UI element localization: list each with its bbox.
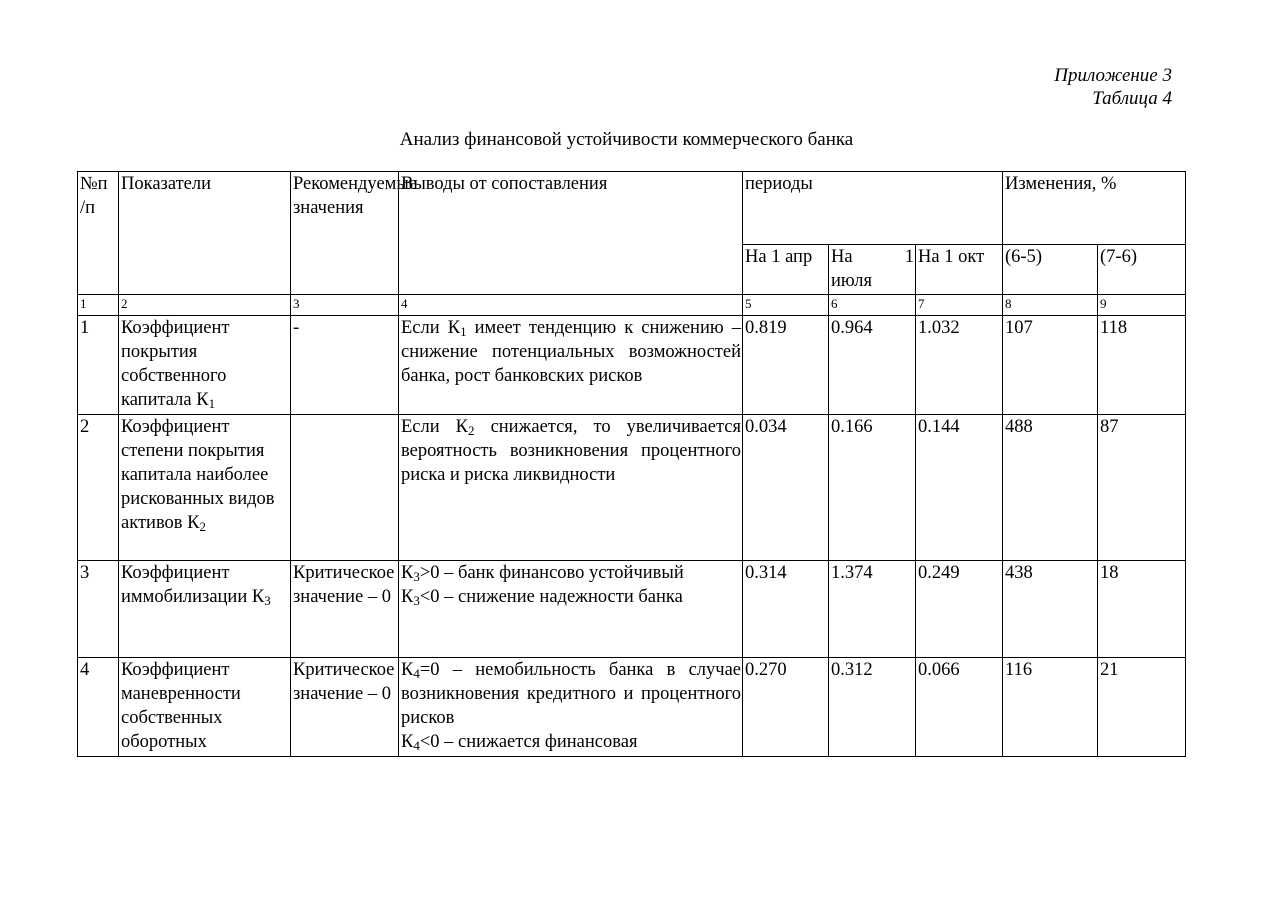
value-oct: 0.066 (916, 658, 1003, 757)
change-1: 488 (1003, 415, 1098, 561)
conclusion-text: <0 – снижается финансовая (419, 732, 638, 752)
value-jul: 0.166 (829, 415, 916, 561)
indicator-sub: 2 (199, 519, 206, 534)
conclusion-text: =0 – немобильность банка в случае возникновения кредитного и процентного рисков (401, 660, 741, 728)
row-indicator (119, 415, 291, 561)
indicator-text: Коэффициент маневренности собственных оборотных (121, 660, 241, 752)
subheader-change-1: (6-5) (1003, 245, 1098, 295)
indicator-sub: 3 (264, 593, 271, 608)
col-number-3: 3 (291, 295, 399, 316)
header-num: №п /п (78, 172, 119, 295)
col-number-8: 8 (1003, 295, 1098, 316)
row-recommended: Критическое значение – 0 (291, 658, 399, 757)
header-row (78, 172, 1186, 245)
change-2: 21 (1098, 658, 1186, 757)
conclusion-text: К (401, 587, 414, 607)
row-indicator (119, 561, 291, 658)
table-row (78, 316, 1186, 415)
col-number-4: 4 (399, 295, 743, 316)
row-recommended: - (291, 316, 399, 415)
conclusion-text: снижается, то увеличивается вероятность возникновения процентного риска и риска ликвидности (401, 417, 741, 485)
row-number: 1 (78, 316, 119, 415)
value-apr: 0.034 (743, 415, 829, 561)
indicator-sub: 1 (208, 396, 216, 411)
row-number: 2 (78, 415, 119, 561)
subheader-jul-b: 1 (904, 247, 914, 267)
col-number-6: 6 (829, 295, 916, 316)
conclusion-sub: 4 (413, 666, 420, 681)
value-apr: 0.819 (743, 316, 829, 415)
col-number-2: 2 (119, 295, 291, 316)
row-conclusion (399, 658, 743, 757)
indicator-text: Коэффициент иммобилизации К (121, 563, 265, 607)
change-1: 438 (1003, 561, 1098, 658)
conclusion-text: Если К (401, 318, 461, 338)
subheader-jul-c: июля (831, 271, 873, 291)
row-conclusion (399, 561, 743, 658)
indicator-text: Коэффициент степени покрытия капитала наиболее рискованных видов активов К (121, 417, 275, 533)
subheader-change-2: (7-6) (1098, 245, 1186, 295)
subheader-jul (829, 245, 916, 295)
conclusion-sub: 1 (460, 324, 467, 339)
conclusion-sub: 2 (468, 423, 475, 438)
conclusion-sub: 4 (413, 738, 420, 753)
col-number-5: 5 (743, 295, 829, 316)
subheader-apr: На 1 апр (743, 245, 829, 295)
value-jul: 0.312 (829, 658, 916, 757)
value-jul: 0.964 (829, 316, 916, 415)
conclusion-text: <0 – снижение надежности банка (419, 587, 683, 607)
conclusion-text: К (401, 732, 414, 752)
value-apr: 0.270 (743, 658, 829, 757)
header-indicator: Показатели (119, 172, 291, 295)
row-indicator (119, 658, 291, 757)
table-row (78, 658, 1186, 757)
row-number: 3 (78, 561, 119, 658)
table-row (78, 415, 1186, 561)
value-apr: 0.314 (743, 561, 829, 658)
row-recommended (291, 415, 399, 561)
change-2: 87 (1098, 415, 1186, 561)
header-recommended: Рекомендуемые значения (291, 172, 399, 295)
conclusion-text: Если К (401, 417, 469, 437)
value-oct: 1.032 (916, 316, 1003, 415)
change-2: 118 (1098, 316, 1186, 415)
col-number-1: 1 (78, 295, 119, 316)
conclusion-text: К (401, 660, 414, 680)
conclusion-text: К (401, 563, 414, 583)
value-jul: 1.374 (829, 561, 916, 658)
page-title: Анализ финансовой устойчивости коммерческого банка (399, 129, 854, 150)
header-conclusions: Выводы от сопоставления (399, 172, 743, 295)
change-1: 107 (1003, 316, 1098, 415)
header-periods: периоды (743, 172, 1003, 245)
financial-stability-table (77, 171, 1186, 757)
indicator-text: Коэффициент покрытия собственного капитала К (121, 318, 230, 410)
change-2: 18 (1098, 561, 1186, 658)
appendix-number: Приложение 3 (1054, 65, 1172, 86)
row-number: 4 (78, 658, 119, 757)
row-conclusion (399, 316, 743, 415)
conclusion-text: имеет тенденцию к снижению – снижение потенциальных возможностей банка, рост банковских рисков (401, 318, 742, 386)
header-changes: Изменения, % (1003, 172, 1186, 245)
column-number-row (78, 295, 1186, 316)
value-oct: 0.249 (916, 561, 1003, 658)
col-number-9: 9 (1098, 295, 1186, 316)
value-oct: 0.144 (916, 415, 1003, 561)
conclusion-text: >0 – банк финансово устойчивый (419, 563, 684, 583)
col-number-7: 7 (916, 295, 1003, 316)
subheader-oct: На 1 окт (916, 245, 1003, 295)
row-recommended: Критическое значение – 0 (291, 561, 399, 658)
row-indicator (119, 316, 291, 415)
conclusion-sub: 3 (413, 569, 420, 584)
subheader-jul-a: На (831, 247, 853, 267)
row-conclusion (399, 415, 743, 561)
table-row (78, 561, 1186, 658)
conclusion-sub: 3 (413, 593, 420, 608)
table-number: Таблица 4 (1092, 88, 1172, 109)
appendix-label (1054, 64, 1172, 110)
change-1: 116 (1003, 658, 1098, 757)
